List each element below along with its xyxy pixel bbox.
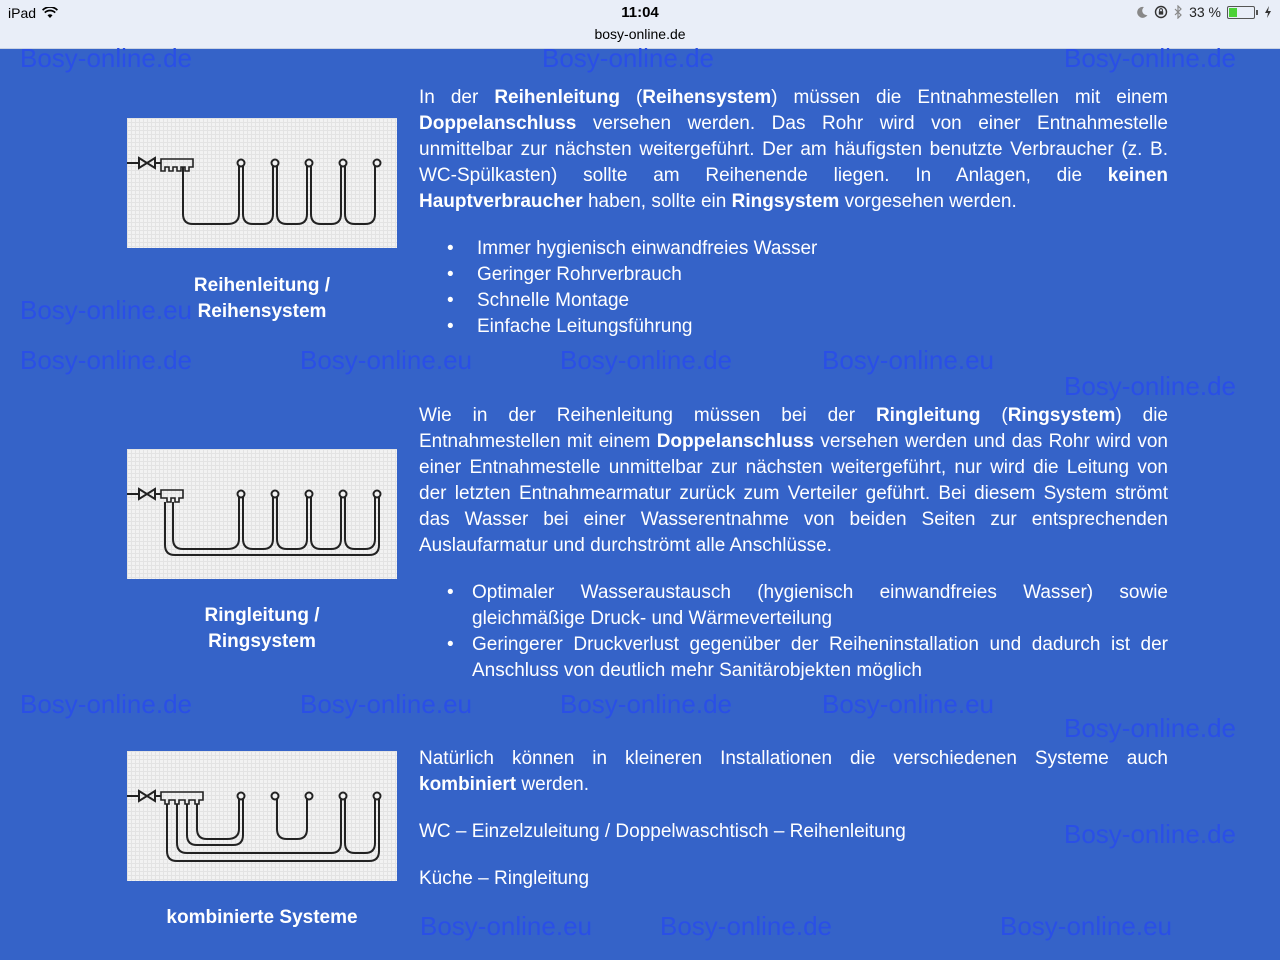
watermark: Bosy-online.de xyxy=(1064,371,1236,401)
watermark: Bosy-online.eu xyxy=(300,345,472,375)
ring-pipe-diagram xyxy=(127,449,397,579)
bold-term: kombiniert xyxy=(419,774,517,795)
text-run: In der xyxy=(419,87,495,108)
caption-line: Ringsystem xyxy=(208,631,316,652)
watermark: Bosy-online.de xyxy=(542,43,714,73)
bluetooth-icon xyxy=(1174,5,1183,19)
caption-kombiniert xyxy=(127,905,397,931)
caption-reihenleitung xyxy=(127,273,397,325)
watermark: Bosy-online.de xyxy=(20,43,192,73)
list-item: • Geringerer Druckverlust gegenüber der Reiheninstallation und dadurch ist der Anschluss von deutlich mehr Sanitärobjekten möglich xyxy=(419,632,1168,684)
text-run: ( xyxy=(619,87,643,108)
watermark: Bosy-online.de xyxy=(560,345,732,375)
text-run: ( xyxy=(980,405,1008,426)
caption-ringleitung xyxy=(127,603,397,655)
page-content xyxy=(0,43,1280,960)
moon-icon xyxy=(1137,6,1148,18)
text-run: Natürlich können in kleineren Installationen die verschiedenen Systeme auch xyxy=(419,748,1168,769)
bold-term: Ringleitung xyxy=(875,405,981,426)
watermark: Bosy-online.eu xyxy=(822,689,994,719)
watermark: Bosy-online.eu xyxy=(20,295,192,325)
watermark: Bosy-online.eu xyxy=(822,345,994,375)
ringleitung-benefits-list xyxy=(419,580,1168,684)
battery-percent: 33 % xyxy=(1189,4,1221,20)
list-item: • Immer hygienisch einwandfreies Wasser xyxy=(419,236,1168,262)
address-bar-url[interactable]: bosy-online.de xyxy=(594,26,686,42)
bold-term: Doppelanschluss xyxy=(419,113,577,134)
watermark: Bosy-online.de xyxy=(1064,713,1236,743)
reihenleitung-paragraph xyxy=(419,85,1168,215)
watermark: Bosy-online.eu xyxy=(420,911,592,941)
kombiniert-diagram xyxy=(127,751,397,881)
device-label: iPad xyxy=(8,5,37,21)
text-run: Wie in der Reihenleitung müssen bei der xyxy=(419,405,876,426)
list-item: • Optimaler Wasseraustausch (hygienisch einwandfreies Wasser) sowie gleichmäßige Druck- und Wärmeverteilung xyxy=(419,580,1168,632)
kombiniert-example-2: Küche – Ringleitung xyxy=(419,868,590,889)
ringleitung-diagram xyxy=(127,449,397,579)
list-item: • Geringer Rohrverbrauch xyxy=(419,262,1168,288)
text-run: werden. xyxy=(516,774,589,795)
text-run: ) die Entnahmestellen mit einem xyxy=(419,405,1168,452)
clock: 11:04 xyxy=(621,4,659,21)
bold-term: Reihenleitung xyxy=(494,87,620,108)
list-item: • Einfache Leitungsführung xyxy=(419,314,1168,340)
watermark: Bosy-online.de xyxy=(660,911,832,941)
text-run: haben, sollte ein xyxy=(582,191,732,212)
caption-line: kombinierte Systeme xyxy=(166,907,358,928)
bold-term: keinen Hauptverbraucher xyxy=(419,165,1168,212)
caption-line: Reihensystem xyxy=(197,301,327,322)
ios-status-bar xyxy=(0,0,1280,49)
text-run: versehen werden und das Rohr wird von einer Entnahmestelle unmittelbar zur nächsten weitergeführt, nur wird die Leitung von der letzten Entnahmearmatur zurück zum Verteiler geführt. Bei diesem System strömt das Wasser bei einer Wasserentnahme von beiden Seiten zur entsprechenden Auslaufarmatur und durchströmt alle Anschlüsse. xyxy=(419,431,1168,556)
kombiniert-example-1: WC – Einzelzuleitung / Doppelwaschtisch – Reihenleitung xyxy=(419,821,906,842)
bold-term: Doppelanschluss xyxy=(656,431,815,452)
text-run: ) müssen die Entnahmestellen mit einem xyxy=(771,87,1168,108)
caption-line: Ringleitung / xyxy=(204,605,320,626)
watermark: Bosy-online.de xyxy=(560,689,732,719)
watermark: Bosy-online.eu xyxy=(1000,911,1172,941)
text-run: vorgesehen werden. xyxy=(839,191,1017,212)
status-right xyxy=(1137,4,1272,20)
watermark: Bosy-online.eu xyxy=(300,689,472,719)
ringleitung-paragraph xyxy=(419,403,1168,559)
reihenleitung-benefits-list xyxy=(419,236,1168,340)
battery-icon xyxy=(1227,6,1255,19)
bold-term: Ringsystem xyxy=(731,191,840,212)
bold-term: Reihensystem xyxy=(642,87,772,108)
watermark: Bosy-online.de xyxy=(1064,819,1236,849)
battery-fill xyxy=(1229,8,1237,17)
reihenleitung-diagram xyxy=(127,118,397,248)
watermark: Bosy-online.de xyxy=(1064,43,1236,73)
combined-pipe-diagram xyxy=(127,751,397,881)
watermark: Bosy-online.de xyxy=(20,689,192,719)
caption-line: Reihenleitung / xyxy=(193,275,331,296)
series-pipe-diagram xyxy=(127,118,397,248)
bold-term: Ringsystem xyxy=(1007,405,1116,426)
list-item: • Schnelle Montage xyxy=(419,288,1168,314)
charging-icon xyxy=(1264,6,1272,18)
watermark: Bosy-online.de xyxy=(20,345,192,375)
rotation-lock-icon xyxy=(1154,5,1168,19)
text-run: versehen werden. Das Rohr wird von einer Entnahmestelle unmittelbar zur nächsten weitergeführt. Der am häufigsten benutzte Verbraucher (z. B. WC-Spülkasten) sollte am Reihenende liegen. In Anlagen, die xyxy=(419,113,1168,186)
kombiniert-paragraph xyxy=(419,746,1168,798)
